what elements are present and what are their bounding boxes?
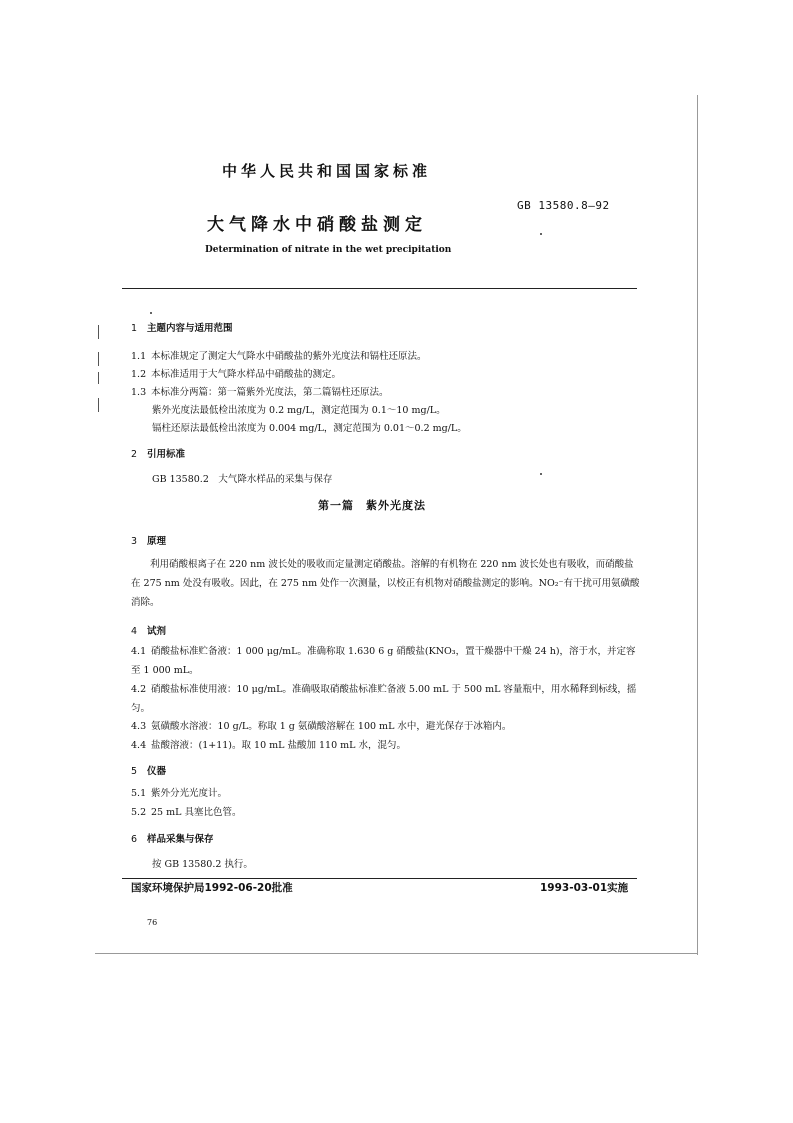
section-title: 试剂 [147,626,167,637]
scan-mark [98,372,99,384]
section-number: 6 [131,834,138,845]
uv-method-range: 紫外光度法最低检出浓度为 0.2 mg/L，测定范围为 0.1～10 mg/L。 [152,405,446,416]
section-1-heading [131,320,233,334]
sampling-paragraph: 按 GB 13580.2 执行。 [152,859,253,870]
clause-text: 紫外分光光度计。 [151,788,228,799]
document-title: 大气降水中硝酸盐测定 [207,215,427,235]
section-6-heading [131,831,214,845]
clause-text: 25 mL 具塞比色管。 [151,807,242,818]
clause-number: 1.2 [131,369,147,380]
clause-number: 4.4 [131,740,147,751]
scan-border-bottom [95,953,698,954]
effective-date: 1993-03-01实施 [540,882,629,894]
scan-dot [540,233,542,235]
chapter-heading: 第一篇 紫外光度法 [318,499,426,512]
clause-1-1 [131,348,427,362]
section-title: 主题内容与适用范围 [147,323,233,334]
footer-divider [122,878,637,879]
clause-number: 5.1 [131,788,147,799]
standard-code: GB 13580.8—92 [517,199,610,212]
section-title: 引用标准 [147,449,186,460]
clause-number: 1.1 [131,351,147,362]
clause-5-1 [131,785,227,799]
document-title-english: Determination of nitrate in the wet precipitation [205,245,452,255]
referenced-standard: GB 13580.2 大气降水样品的采集与保存 [152,474,333,485]
national-standard-heading: 中华人民共和国国家标准 [222,162,432,180]
clause-4-4 [131,737,406,751]
section-4-heading [131,623,166,637]
clause-text: 本标准适用于大气降水样品中硝酸盐的测定。 [151,369,342,380]
clause-text: 盐酸溶液：(1+11)。取 10 mL 盐酸加 110 mL 水，混匀。 [151,740,406,751]
section-title: 仪器 [147,766,167,777]
clause-1-3 [131,384,389,398]
cadmium-method-range: 镉柱还原法最低检出浓度为 0.004 mg/L，测定范围为 0.01～0.2 mg/L。 [152,423,467,434]
clause-text: 本标准分两篇：第一篇紫外光度法，第二篇镉柱还原法。 [151,387,389,398]
scan-border-right [697,95,698,955]
section-number: 1 [131,323,138,334]
clause-number: 1.3 [131,387,147,398]
section-number: 5 [131,766,138,777]
principle-paragraph: 利用硝酸根离子在 220 nm 波长处的吸收而定量测定硝酸盐。溶解的有机物在 220 nm 波长处也有吸收，而硝酸盐在 275 nm 处没有吸收。因此，在 275 nm 处作一次测量，以校正有机物对硝酸盐测定的影响。NO₂⁻有干扰可用氨磺酸消除。 [131,559,640,608]
clause-4-3 [131,718,511,732]
scan-dot [150,312,152,314]
clause-number: 5.2 [131,807,147,818]
section-number: 4 [131,626,138,637]
clause-text: 硝酸盐标准使用液：10 μg/mL。准确吸取硝酸盐标准贮备液 5.00 mL 于 500 mL 容量瓶中，用水稀释到标线，摇匀。 [131,684,637,714]
approval-date: 国家环境保护局1992-06-20批准 [131,882,293,894]
scan-mark [98,398,99,412]
clause-text: 本标准规定了测定大气降水中硝酸盐的紫外光度法和镉柱还原法。 [151,351,427,362]
clause-text: 硝酸盐标准贮备液：1 000 μg/mL。准确称取 1.630 6 g 硝酸盐(KNO₃，置干燥器中干燥 24 h)，溶于水，并定容至 1 000 mL。 [131,646,636,676]
section-title: 样品采集与保存 [147,834,214,845]
clause-text: 氨磺酸水溶液：10 g/L。称取 1 g 氨磺酸溶解在 100 mL 水中，避光保存于冰箱内。 [151,721,512,732]
section-2-heading [131,446,185,460]
scan-mark [98,352,99,366]
clause-4-2 [131,680,641,718]
clause-4-1 [131,642,641,680]
scan-mark [98,325,99,339]
section-5-heading [131,763,166,777]
section-title: 原理 [147,536,167,547]
section-number: 2 [131,449,138,460]
page-number: 76 [147,918,158,927]
clause-number: 4.3 [131,721,147,732]
clause-number: 4.2 [131,684,147,695]
scan-dot [540,473,542,475]
clause-5-2 [131,804,241,818]
clause-number: 4.1 [131,646,147,657]
clause-1-2 [131,366,341,380]
header-divider [122,288,637,289]
section-number: 3 [131,536,138,547]
section-3-heading [131,533,166,547]
